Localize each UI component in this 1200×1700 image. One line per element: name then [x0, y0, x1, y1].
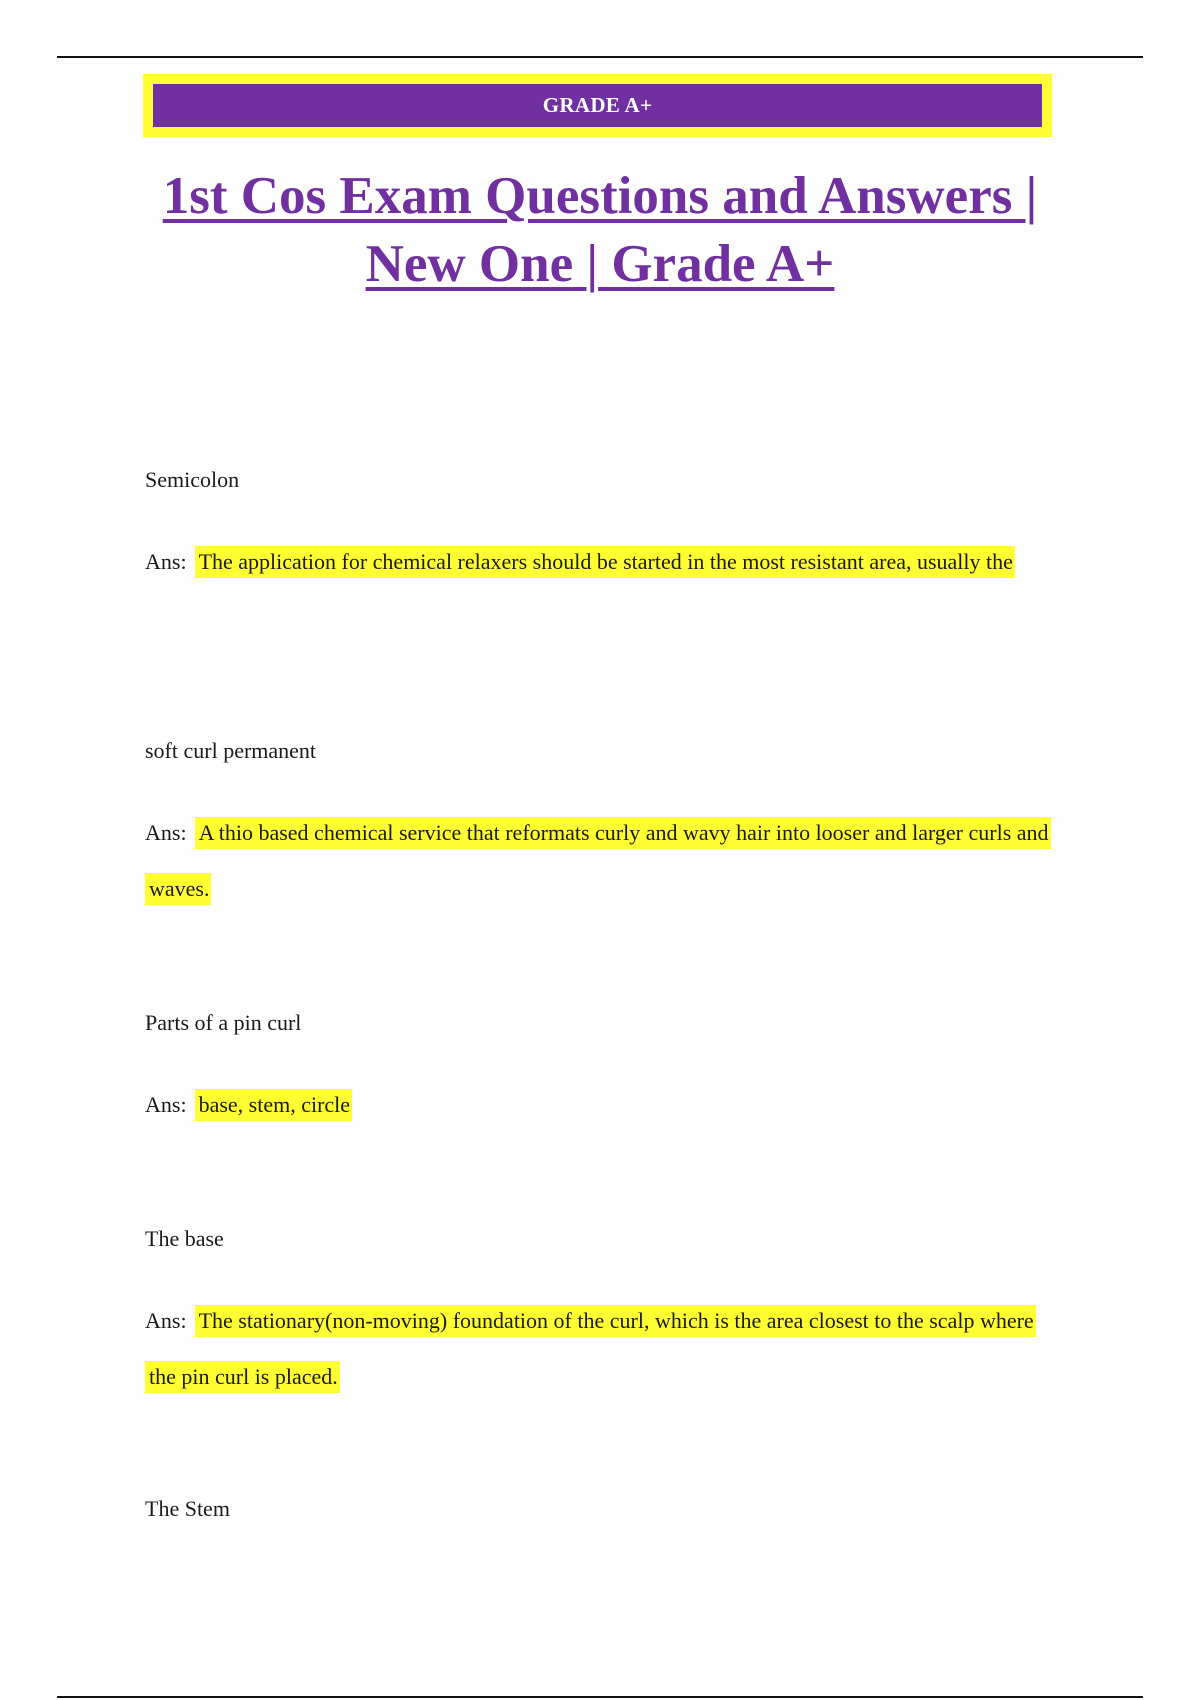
question-text: soft curl permanent [145, 738, 317, 763]
qa-item [145, 466, 1065, 590]
document-title: 1st Cos Exam Questions and Answers | New One | Grade A+ [162, 167, 1038, 293]
qa-item [145, 1009, 1065, 1133]
question-text: The Stem [145, 1496, 230, 1521]
answer-label: Ans: [145, 1092, 187, 1117]
qa-item [145, 1225, 1065, 1405]
answer-text: The application for chemical relaxers should be started in the most resistant area, usually the [195, 546, 1015, 578]
answer-text: base, stem, circle [195, 1089, 353, 1121]
question-text: Semicolon [145, 467, 240, 492]
answer-text: A thio based chemical service that reformats curly and wavy hair into looser and larger curls and waves. [145, 817, 1051, 905]
question-text: The base [145, 1226, 224, 1251]
answer-label: Ans: [145, 1308, 187, 1333]
answer [145, 534, 1065, 590]
top-rule [57, 56, 1143, 58]
answer-label: Ans: [145, 549, 187, 574]
grade-banner [143, 74, 1052, 137]
qa-item [145, 737, 1065, 917]
qa-item [145, 1495, 1065, 1523]
answer [145, 1077, 1065, 1133]
question-text: Parts of a pin curl [145, 1010, 302, 1035]
bottom-rule [57, 1696, 1143, 1698]
answer-label: Ans: [145, 820, 187, 845]
answer [145, 1293, 1065, 1405]
answer-text: The stationary(non-moving) foundation of the curl, which is the area closest to the scalp where the pin curl is placed. [145, 1305, 1036, 1393]
grade-banner-label: GRADE A+ [153, 84, 1042, 127]
answer [145, 805, 1065, 917]
